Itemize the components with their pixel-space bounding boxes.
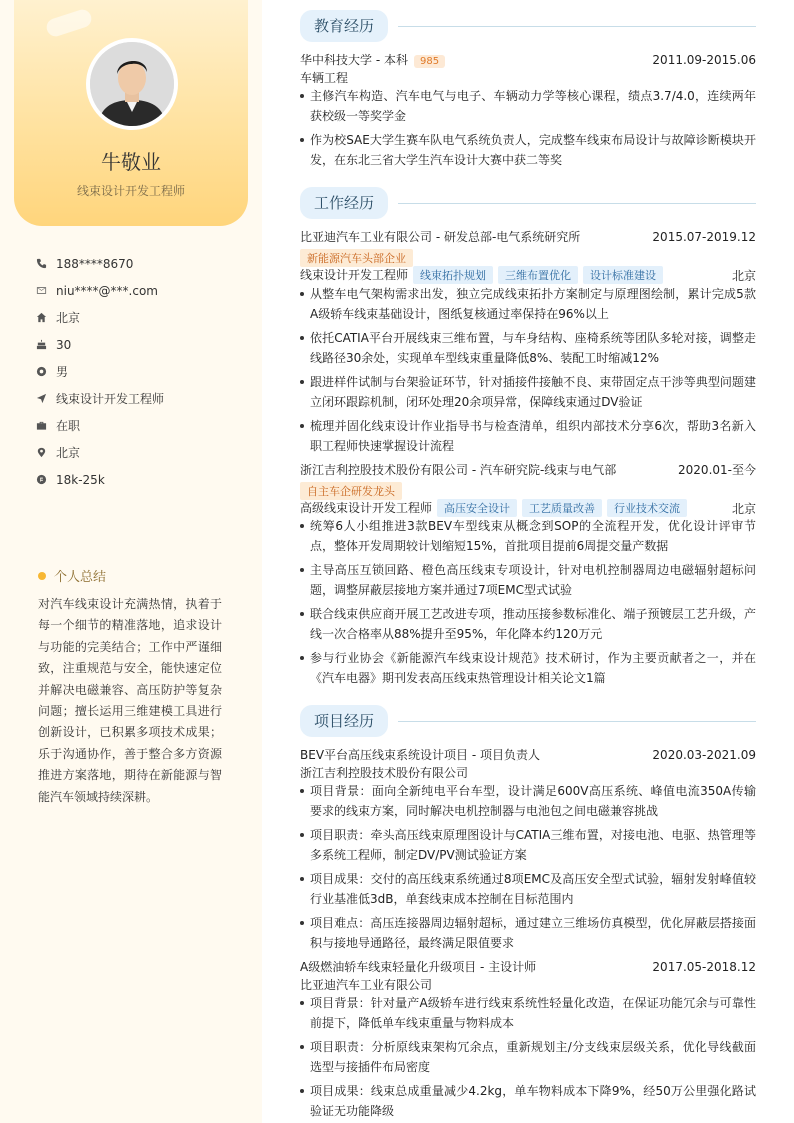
project-bullet: 项目职责：分析原线束架构冗余点，重新规划主/分支线束层级关系，优化导线截面选型与接插件布局密度	[300, 1037, 756, 1077]
project-header-row	[300, 746, 756, 763]
location-pin-icon	[36, 447, 56, 458]
project-bullet: 项目背景：面向全新纯电平台车型，设计满足600V高压系统、峰值电流350A传输要求的线束方案，同时解决电机控制器与电池包之间电磁兼容挑战	[300, 781, 756, 821]
school-badge: 985	[414, 55, 445, 68]
job-bullet: 主导高压互锁回路、橙色高压线束专项设计，针对电机控制器周边电磁辐射超标问题，调整屏蔽层接地方案并通过7项EMC型式试验	[300, 560, 756, 600]
job-position-row	[300, 499, 756, 517]
project-bullet: 项目成果：线束总成重量减少4.2kg，单车物料成本下降9%，经50万公里强化路试验证无功能降级	[300, 1081, 756, 1121]
briefcase-icon	[36, 420, 56, 431]
project-bullet: 项目成果：交付的高压线束系统通过8项EMC及高压安全型式试验，辐射发射峰值较行业基准低3dB，单套线束成本控制在目标范围内	[300, 869, 756, 909]
job-company-tag-row	[300, 482, 756, 500]
summary-title: 个人总结	[54, 570, 107, 585]
job-bullet: 跟进样件试制与台架验证环节，针对插接件接触不良、束带固定点干涉等典型问题建立闭环跟踪机制，闭环处理20余项异常，保障线束通过DV验证	[300, 372, 756, 412]
education-title: 教育经历	[300, 10, 388, 42]
projects-section-header	[300, 705, 756, 737]
project-bullet: 项目职责：牵头高压线束原理图设计与CATIA三维布置，对接电池、电驱、热管理等多系统工程师，制定DV/PV测试验证方案	[300, 825, 756, 865]
job-bullet: 从整车电气架构需求出发，独立完成线束拓扑方案制定与原理图绘制，累计完成5款A级轿车线束基础设计，图纸复核通过率保持在96%以上	[300, 284, 756, 324]
project-date: 2020.03-2021.09	[652, 747, 756, 762]
summary-heading	[38, 566, 106, 585]
info-gender	[36, 358, 246, 385]
info-location	[36, 439, 246, 466]
job-company: 浙江吉利控股技术股份有限公司 - 汽车研究院-线束与电气部	[300, 463, 617, 477]
info-email	[36, 277, 246, 304]
cake-icon	[36, 339, 56, 350]
job-header-row	[300, 228, 756, 245]
project-company: 比亚迪汽车工业有限公司	[300, 978, 433, 992]
job-position-row	[300, 266, 756, 284]
avatar-photo	[90, 42, 174, 126]
projects-title: 项目经历	[300, 705, 388, 737]
info-status-text: 在职	[56, 419, 81, 433]
coin-icon	[36, 474, 56, 485]
education-bullet: 作为校SAE大学生赛车队电气系统负责人，完成整车线束布局设计与故障诊断模块开发，在东北三省大学生汽车设计大赛中获二等奖	[300, 130, 756, 170]
home-icon	[36, 312, 56, 323]
job-bullet: 统筹6人小组推进3款BEV车型线束从概念到SOP的全流程开发，优化设计评审节点，整体开发周期较计划缩短15%，首批项目提前6周提交量产数据	[300, 516, 756, 556]
info-age-text: 30	[56, 337, 72, 352]
info-phone	[36, 250, 246, 277]
info-email-text: niu****@***.com	[56, 283, 158, 298]
skill-tag: 线束拓扑规划	[413, 266, 493, 284]
job-company-tag-row	[300, 249, 756, 267]
skill-tag: 三维布置优化	[498, 266, 578, 284]
job-bullet: 梳理并固化线束设计作业指导书与检查清单，组织内部技术分享6次，帮助3名新入职工程师快速掌握设计流程	[300, 416, 756, 456]
info-age	[36, 331, 246, 358]
gender-icon	[36, 366, 56, 377]
job-header-row	[300, 461, 756, 478]
mail-icon	[36, 285, 56, 296]
work-section-header	[300, 187, 756, 219]
section-divider	[398, 26, 756, 27]
info-salary	[36, 466, 246, 493]
phone-icon	[36, 258, 56, 269]
job-position: 高级线束设计开发工程师	[300, 501, 433, 515]
job-date: 2020.01-至今	[678, 463, 756, 477]
job-bullet: 依托CATIA平台开展线束三维布置，与车身结构、座椅系统等团队多轮对接，调整走线路径30余处，实现单车型线束重量降低8%、装配工时缩减12%	[300, 328, 756, 368]
candidate-name: 牛敬业	[101, 150, 161, 174]
info-home-text: 北京	[56, 311, 81, 325]
skill-tag: 行业技术交流	[607, 499, 687, 517]
send-icon	[36, 393, 56, 404]
info-phone-text: 188****8670	[56, 256, 134, 271]
decorative-pill	[44, 7, 93, 38]
info-status	[36, 412, 246, 439]
project-date: 2017.05-2018.12	[652, 959, 756, 974]
info-location-text: 北京	[56, 446, 81, 460]
candidate-role: 线束设计开发工程师	[76, 184, 185, 198]
education-header-row	[300, 51, 756, 68]
project-bullet: 项目背景：针对量产A级轿车进行线束系统性轻量化改造，在保证功能冗余与可靠性前提下，降低单车线束重量与物料成本	[300, 993, 756, 1033]
education-major: 车辆工程	[300, 71, 349, 85]
education-school-line	[300, 51, 445, 68]
contact-info-list	[36, 250, 246, 493]
education-date: 2011.09-2015.06	[652, 52, 756, 67]
project-bullet: 项目难点：高压连接器周边辐射超标，通过建立三维场仿真模型，优化屏蔽层搭接面积与接地导通路径，最终满足限值要求	[300, 913, 756, 953]
education-school: 华中科技大学 - 本科	[300, 53, 408, 67]
project-name: BEV平台高压线束系统设计项目 - 项目负责人	[300, 748, 540, 762]
company-tag: 新能源汽车头部企业	[300, 249, 413, 267]
summary-dot-icon	[38, 572, 46, 580]
job-bullet: 参与行业协会《新能源汽车线束设计规范》技术研讨，作为主要贡献者之一，并在《汽车电器》期刊发表高压线束热管理设计相关论文1篇	[300, 648, 756, 688]
job-city: 北京	[731, 501, 756, 516]
job-city: 北京	[731, 268, 756, 283]
info-gender-text: 男	[56, 365, 69, 379]
job-date: 2015.07-2019.12	[652, 229, 756, 244]
job-position-line	[300, 499, 687, 517]
skill-tag: 设计标准建设	[583, 266, 663, 284]
job-position-line	[300, 266, 663, 284]
info-home	[36, 304, 246, 331]
avatar	[86, 38, 178, 130]
skill-tag: 高压安全设计	[437, 499, 517, 517]
skill-tag: 工艺质量改善	[522, 499, 602, 517]
project-company: 浙江吉利控股技术股份有限公司	[300, 766, 469, 780]
section-divider	[398, 203, 756, 204]
job-company: 比亚迪汽车工业有限公司 - 研发总部-电气系统研究所	[300, 230, 581, 244]
project-name: A级燃油轿车线束轻量化升级项目 - 主设计师	[300, 960, 537, 974]
job-bullet: 联合线束供应商开展工艺改进专项，推动压接参数标准化、端子预镀层工艺升级，产线一次合格率从88%提升至95%，年化降本约120万元	[300, 604, 756, 644]
education-bullet: 主修汽车构造、汽车电气与电子、车辆动力学等核心课程，绩点3.7/4.0，连续两年获校级一等奖学金	[300, 86, 756, 126]
job-position: 线束设计开发工程师	[300, 268, 409, 282]
summary-text: 对汽车线束设计充满热情，执着于每一个细节的精准落地，追求设计与功能的完美结合；工作中严谨细致，注重规范与安全，能快速定位并解决电磁兼容、高压防护等复杂问题；擅长运用三维建模工具进行创新设计，已积累多项技术成果；乐于沟通协作，善于整合多方资源推进方案落地，期待在新能源与智能汽车领域持续深耕。	[38, 597, 222, 804]
company-tag: 自主车企研发龙头	[300, 482, 402, 500]
project-header-row	[300, 958, 756, 975]
info-position	[36, 385, 246, 412]
education-section-header	[300, 10, 756, 42]
work-title: 工作经历	[300, 187, 388, 219]
person-portrait-icon	[90, 42, 174, 126]
info-salary-text: 18k-25k	[56, 472, 105, 487]
info-position-text: 线束设计开发工程师	[56, 392, 165, 406]
section-divider	[398, 721, 756, 722]
sidebar	[0, 0, 262, 1123]
